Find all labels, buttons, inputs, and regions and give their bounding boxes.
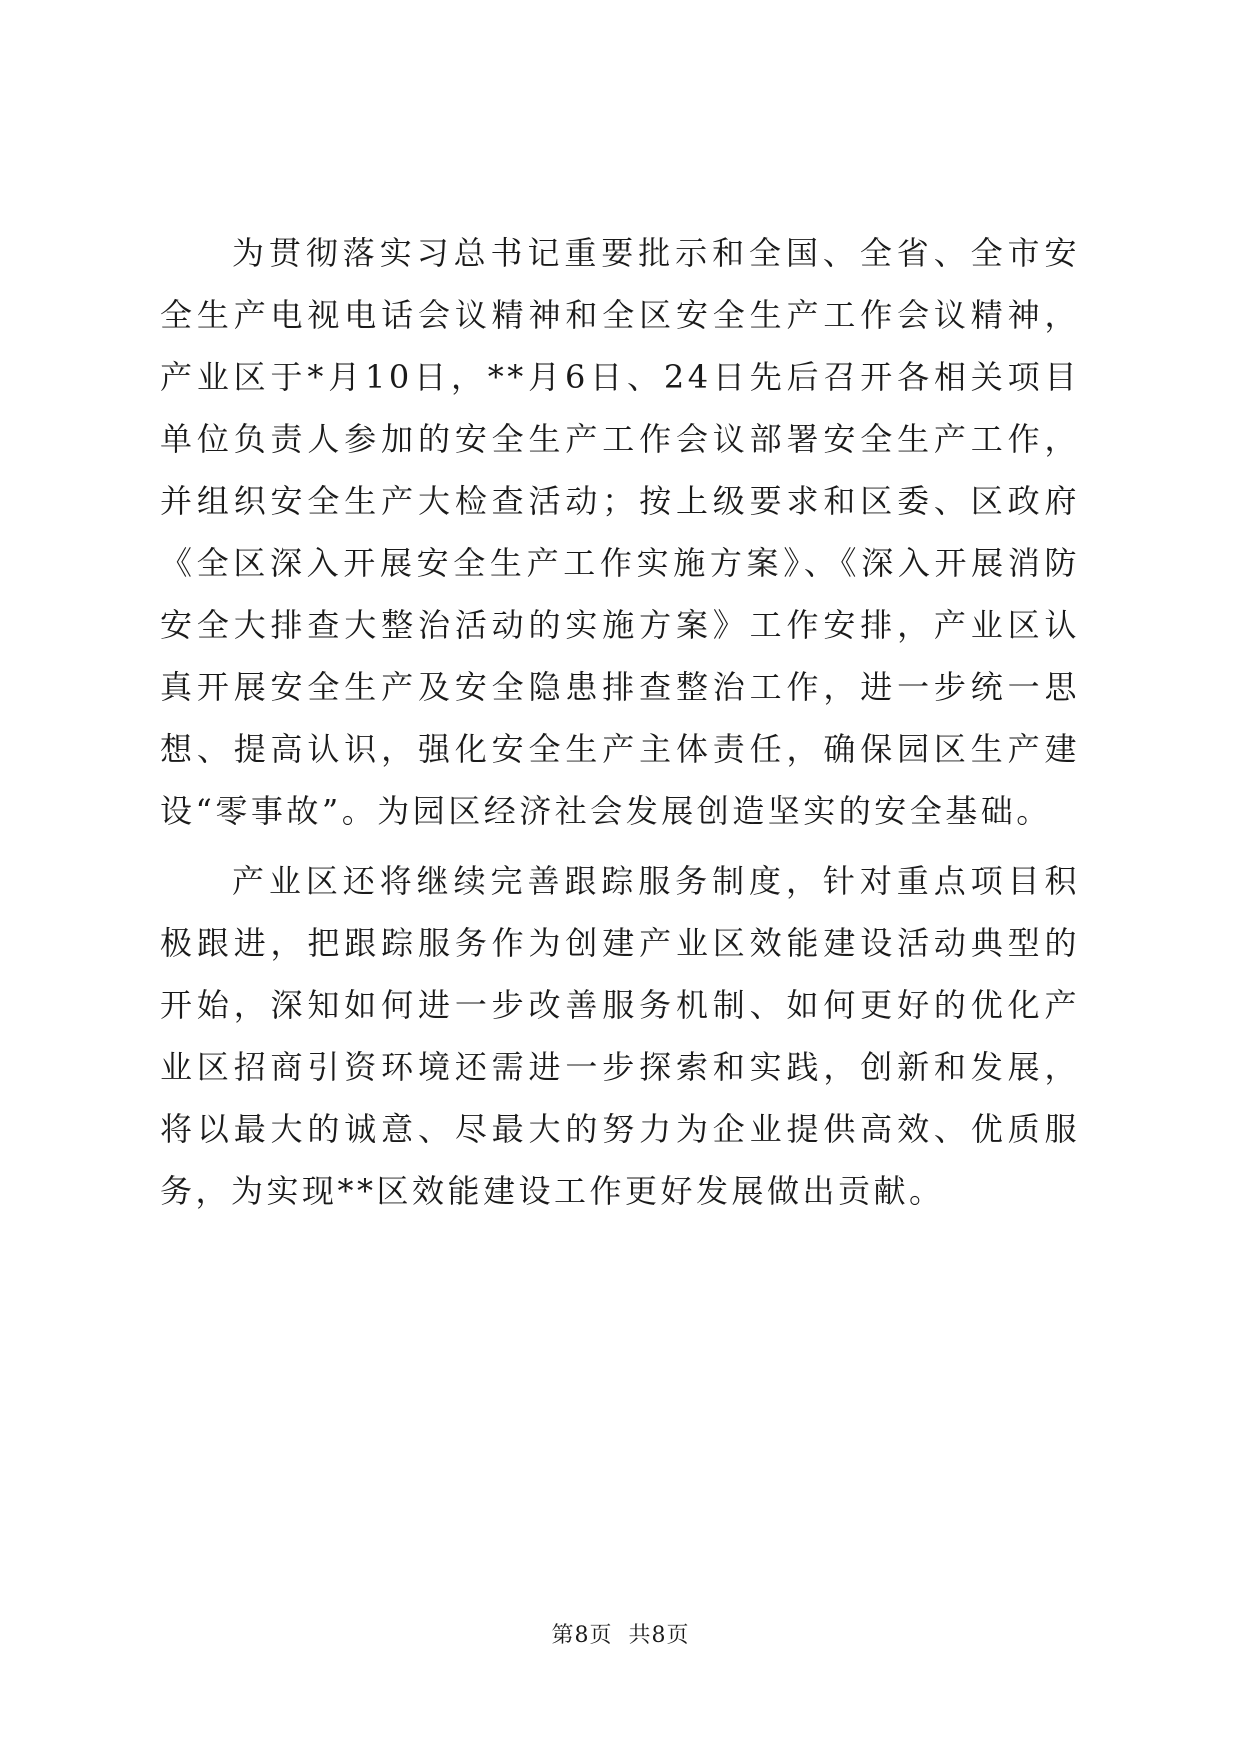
page-number: 第8页 (551, 1623, 613, 1648)
document-body (160, 222, 1080, 1222)
page-total: 共8页 (628, 1623, 690, 1648)
paragraph-safety-production: 为贯彻落实习总书记重要批示和全国、全省、全市安全生产电视电话会议精神和全区安全生产工作会议精神，产业区于*月10日，**月6日、24日先后召开各相关项目单位负责人参加的安全生产工作会议部署安全生产工作，并组织安全生产大检查活动；按上级要求和区委、区政府《全区深入开展安全生产工作实施方案》、《深入开展消防安全大排查大整治活动的实施方案》工作安排，产业区认真开展安全生产及安全隐患排查整治工作，进一步统一思想、提高认识，强化安全生产主体责任，确保园区生产建设“零事故”。为园区经济社会发展创造坚实的安全基础。 (160, 234, 1080, 830)
page-footer (0, 1618, 1241, 1649)
paragraph-tracking-service: 产业区还将继续完善跟踪服务制度，针对重点项目积极跟进，把跟踪服务作为创建产业区效能建设活动典型的开始，深知如何进一步改善服务机制、如何更好的优化产业区招商引资环境还需进一步探索和实践，创新和发展，将以最大的诚意、尽最大的努力为企业提供高效、优质服务，为实现**区效能建设工作更好发展做出贡献。 (160, 862, 1080, 1210)
